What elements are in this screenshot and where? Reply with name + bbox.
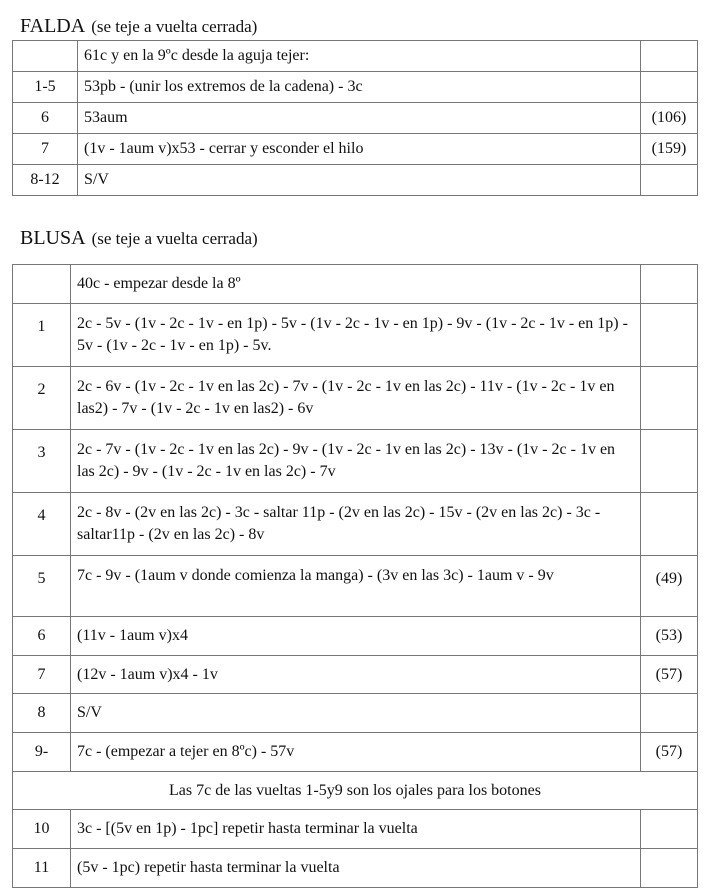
row-number: 9- (13, 733, 71, 772)
row-number: 1-5 (13, 72, 78, 103)
row-number (13, 265, 71, 304)
row-number: 7 (13, 134, 78, 165)
row-stitch-count (641, 304, 698, 367)
blusa-heading (20, 224, 258, 251)
table-row (13, 304, 698, 367)
row-instruction: 2c - 5v - (1v - 2c - 1v - en 1p) - 5v - (1v - 2c - 1v - en 1p) - 9v - (1v - 2c - 1v - en 1p) - 5v - (1v - 2c - 1v - en 1p) - 5v. (71, 304, 641, 367)
row-instruction: (1v - 1aum v)x53 - cerrar y esconder el hilo (78, 134, 641, 165)
table-row (13, 617, 698, 656)
row-stitch-count (641, 265, 698, 304)
row-instruction: 53pb - (unir los extremos de la cadena) - 3c (78, 72, 641, 103)
row-number: 1 (13, 304, 71, 367)
row-stitch-count (641, 849, 698, 888)
falda-title: FALDA (20, 15, 86, 37)
row-number: 7 (13, 656, 71, 694)
table-row (13, 430, 698, 493)
row-number: 2 (13, 367, 71, 430)
table-row (13, 103, 698, 134)
row-instruction: 2c - 8v - (2v en las 2c) - 3c - saltar 11p - (2v en las 2c) - 15v - (2v en las 2c) - 3c - saltar11p - (2v en las 2c) - 8v (71, 493, 641, 556)
row-instruction: (11v - 1aum v)x4 (71, 617, 641, 656)
buttonhole-note: Las 7c de las vueltas 1-5y9 son los ojales para los botones (13, 772, 698, 810)
row-stitch-count (641, 165, 698, 196)
row-stitch-count: (106) (641, 103, 698, 134)
row-instruction: S/V (78, 165, 641, 196)
row-number: 3 (13, 430, 71, 493)
row-instruction: (5v - 1pc) repetir hasta terminar la vuelta (71, 849, 641, 888)
table-row (13, 694, 698, 733)
table-row (13, 556, 698, 617)
row-instruction: (12v - 1aum v)x4 - 1v (71, 656, 641, 694)
row-stitch-count (641, 694, 698, 733)
table-row (13, 72, 698, 103)
row-number (13, 41, 78, 72)
falda-heading (20, 12, 257, 39)
row-instruction: 2c - 6v - (1v - 2c - 1v en las 2c) - 7v - (1v - 2c - 1v en las 2c) - 11v - (1v - 2c - 1v en las2) - 7v - (1v - 2c - 1v en las2) - 6v (71, 367, 641, 430)
row-stitch-count (641, 493, 698, 556)
row-instruction: 7c - 9v - (1aum v donde comienza la manga) - (3v en las 3c) - 1aum v - 9v (71, 556, 641, 617)
row-stitch-count: (53) (641, 617, 698, 656)
table-row-note (13, 772, 698, 810)
blusa-table (12, 264, 698, 888)
row-stitch-count: (57) (641, 656, 698, 694)
row-stitch-count: (57) (641, 733, 698, 772)
table-row (13, 265, 698, 304)
row-stitch-count: (49) (641, 556, 698, 617)
falda-table (12, 40, 698, 196)
row-instruction: 61c y en la 9ºc desde la aguja tejer: (78, 41, 641, 72)
row-number: 6 (13, 103, 78, 134)
row-instruction: S/V (71, 694, 641, 733)
table-row (13, 810, 698, 849)
table-row (13, 41, 698, 72)
table-row (13, 367, 698, 430)
table-row (13, 493, 698, 556)
table-row (13, 849, 698, 888)
row-number: 10 (13, 810, 71, 849)
row-stitch-count (641, 367, 698, 430)
row-stitch-count (641, 41, 698, 72)
row-stitch-count (641, 72, 698, 103)
table-row (13, 733, 698, 772)
falda-subtitle: (se teje a vuelta cerrada) (91, 17, 258, 36)
row-stitch-count (641, 430, 698, 493)
table-row (13, 656, 698, 694)
table-row (13, 165, 698, 196)
row-stitch-count: (159) (641, 134, 698, 165)
row-number: 11 (13, 849, 71, 888)
row-number: 6 (13, 617, 71, 656)
row-instruction: 53aum (78, 103, 641, 134)
row-instruction: 40c - empezar desde la 8º (71, 265, 641, 304)
row-instruction: 7c - (empezar a tejer en 8ºc) - 57v (71, 733, 641, 772)
row-number: 5 (13, 556, 71, 617)
blusa-title: BLUSA (20, 227, 86, 249)
row-stitch-count (641, 810, 698, 849)
row-number: 8-12 (13, 165, 78, 196)
row-number: 4 (13, 493, 71, 556)
row-instruction: 3c - [(5v en 1p) - 1pc] repetir hasta terminar la vuelta (71, 810, 641, 849)
table-row (13, 134, 698, 165)
blusa-subtitle: (se teje a vuelta cerrada) (91, 229, 258, 248)
row-instruction: 2c - 7v - (1v - 2c - 1v en las 2c) - 9v - (1v - 2c - 1v en las 2c) - 13v - (1v - 2c - 1v en las 2c) - 9v - (1v - 2c - 1v en las 2c) - 7v (71, 430, 641, 493)
row-number: 8 (13, 694, 71, 733)
